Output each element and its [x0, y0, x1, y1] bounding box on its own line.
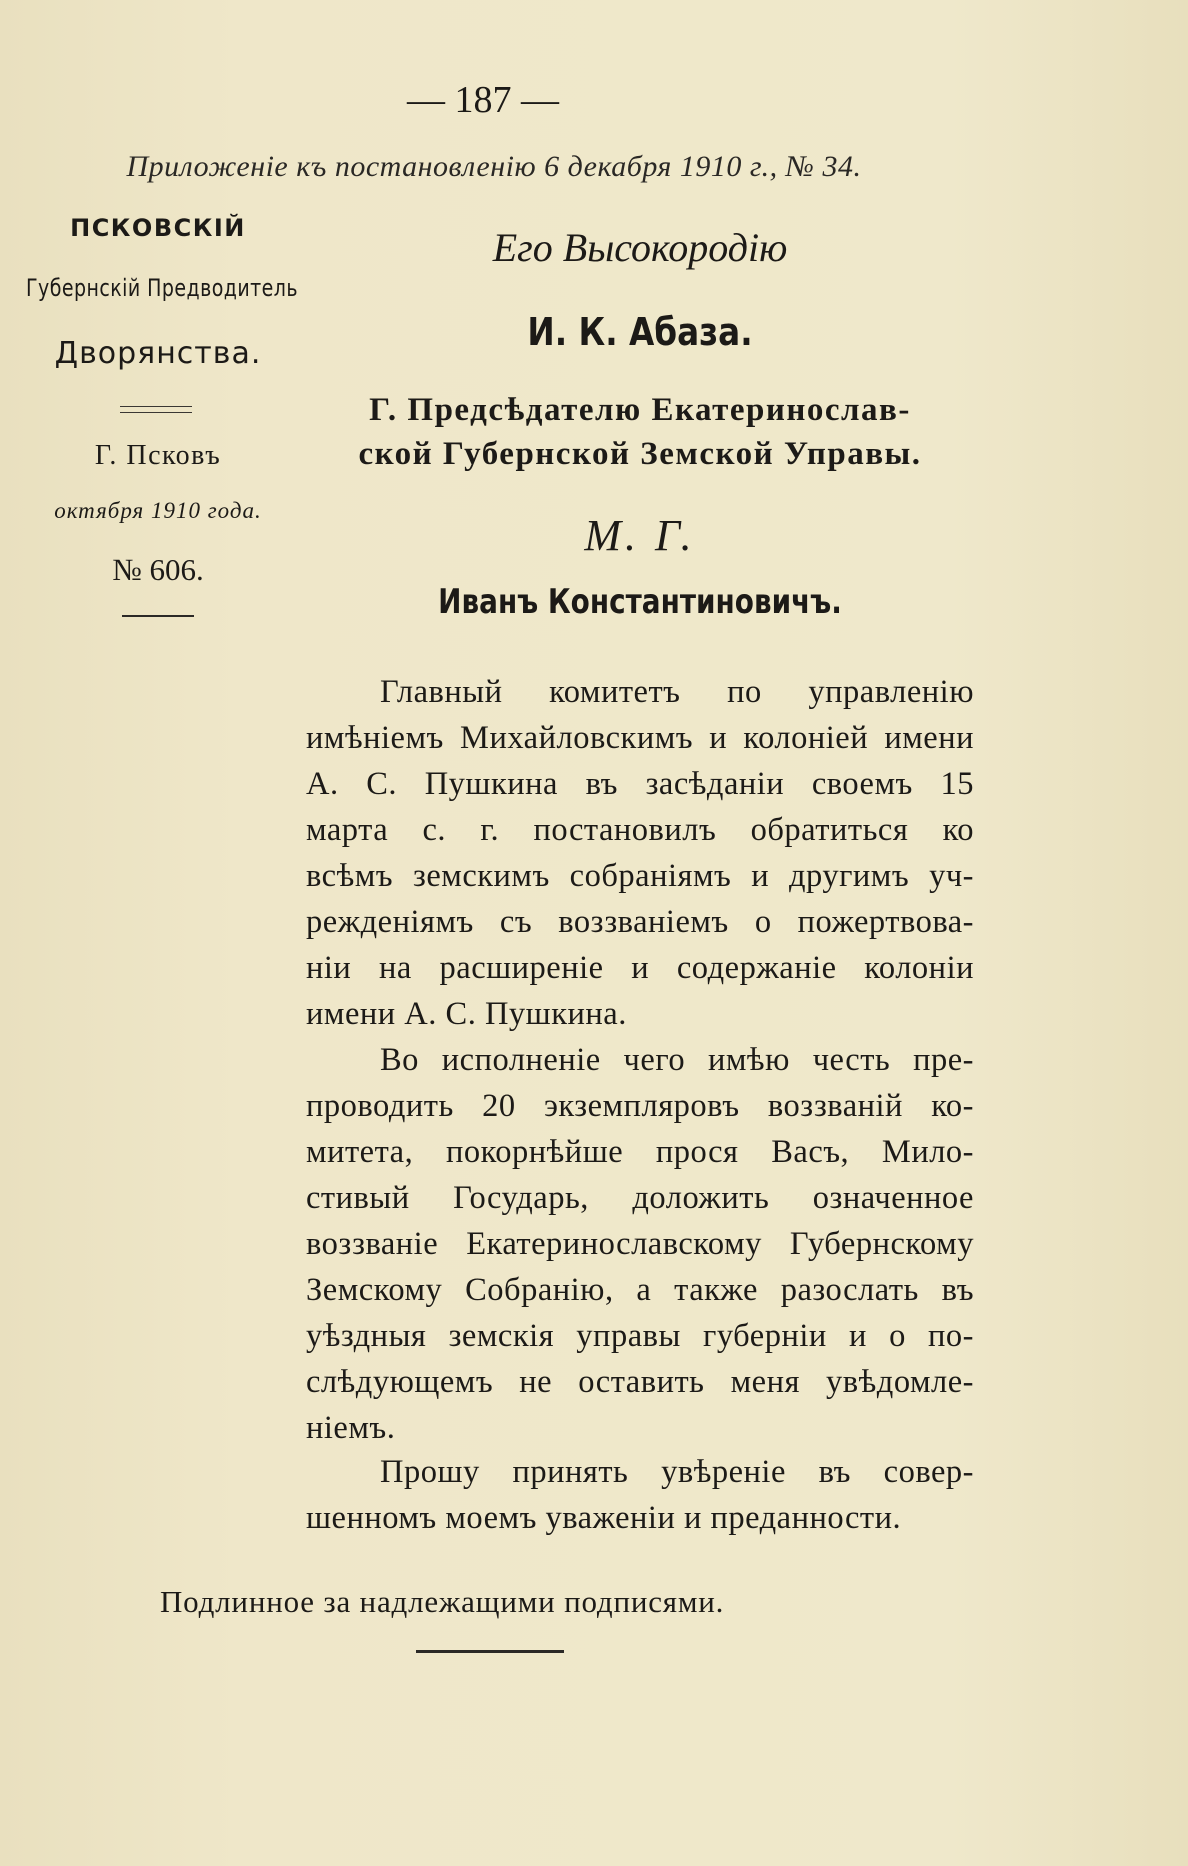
body-line: Во исполненіе чего имѣю честь пре- [380, 1042, 974, 1078]
closing-note: Подлинное за надлежащими подписями. [160, 1584, 725, 1619]
body-line: шенномъ моемъ уваженіи и преданности. [306, 1500, 902, 1536]
addressee-title-line1: Г. Предсѣдателю Екатеринослав- [369, 392, 911, 428]
body-line: слѣдующемъ не оставить меня увѣдомле- [306, 1364, 974, 1400]
letterhead-date: октября 1910 года. [54, 498, 262, 523]
addressee-honorific: Его Высокородію [492, 225, 788, 270]
body-line: митета, покорнѣйше прося Васъ, Мило- [306, 1134, 974, 1170]
letterhead-double-rule [120, 406, 192, 413]
body-line: всѣмъ земскимъ собраніямъ и другимъ уч- [306, 858, 974, 894]
body-line: имѣніемъ Михайловскимъ и колоніей имени [306, 720, 974, 756]
page-number: — 187 — [407, 79, 559, 121]
salutation-name: Иванъ Константиновичъ. [438, 582, 842, 622]
body-line: Земскому Собранію, а также разослать въ [306, 1272, 974, 1308]
letterhead-city: Г. Псковъ [94, 440, 222, 471]
letterhead-org-line2: Губернскій Предводитель [26, 274, 299, 302]
letterhead-org-line1: ПСКОВСКІЙ [70, 214, 246, 242]
body-line: проводить 20 экземпляровъ воззваній ко- [306, 1088, 974, 1124]
letterhead-org-line3: Дворянства. [54, 336, 262, 371]
body-line: марта с. г. постановилъ обратиться ко [306, 812, 974, 848]
body-line: Прошу принять увѣреніе въ совер- [380, 1454, 974, 1490]
appendix-note: Приложеніе къ постановленію 6 декабря 1910 г., № 34. [126, 150, 862, 183]
body-line: ніемъ. [306, 1410, 396, 1446]
salutation-mg: М. Г. [584, 511, 696, 560]
body-line: ніи на расширеніе и содержаніе колоніи [306, 950, 974, 986]
body-line: воззваніе Екатеринославскому Губернскому [306, 1226, 974, 1262]
letterhead-number: № 606. [112, 552, 204, 587]
addressee-name: И. К. Абаза. [527, 310, 753, 354]
body-line: стивый Государь, доложить означенное [306, 1180, 974, 1216]
end-rule [416, 1650, 564, 1653]
body-line: А. С. Пушкина въ засѣданіи своемъ 15 [306, 766, 974, 802]
addressee-title-line2: ской Губернской Земской Управы. [358, 436, 922, 472]
body-line: имени А. С. Пушкина. [306, 996, 627, 1032]
body-line: уѣздныя земскія управы губерніи и о по- [306, 1318, 974, 1354]
body-line: режденіямъ съ воззваніемъ о пожертвова- [306, 904, 974, 940]
body-line: Главный комитетъ по управленію [380, 674, 974, 710]
letterhead-rule [122, 615, 194, 617]
